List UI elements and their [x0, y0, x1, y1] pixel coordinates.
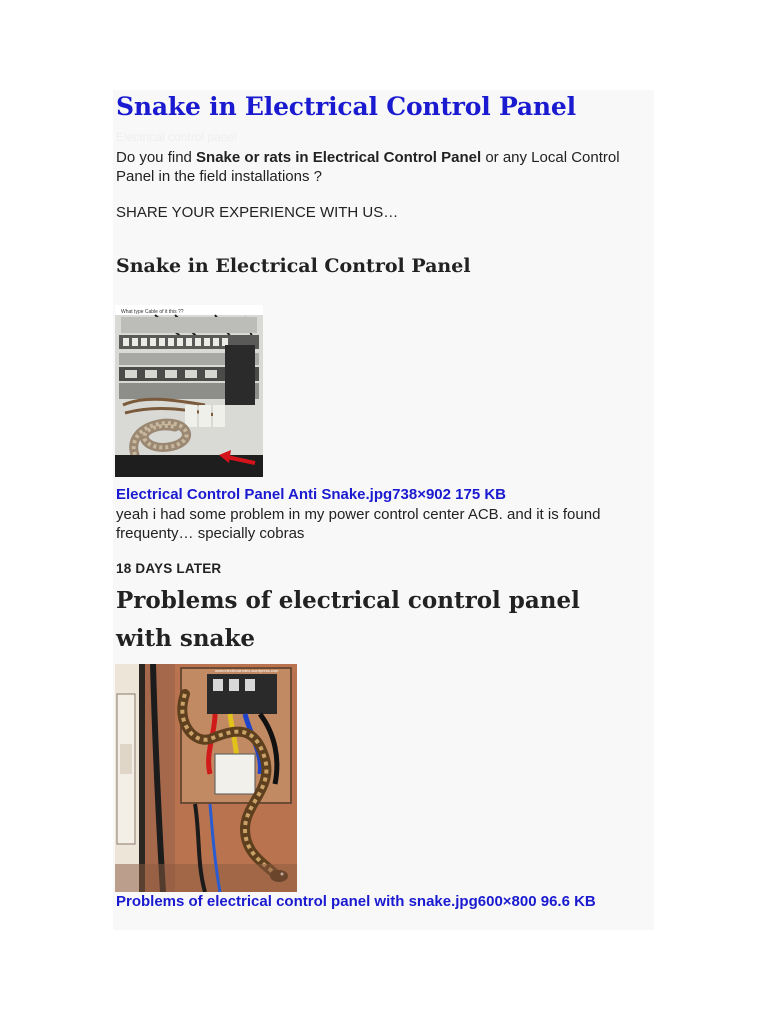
time-gap-label: 18 DAYS LATER	[116, 561, 222, 576]
intro-prefix: Do you find	[116, 149, 197, 166]
image-caption-top: What type Cable of it this ??	[121, 309, 184, 315]
control-panel-photo-1[interactable]	[115, 305, 263, 477]
intro-bold: Snake or rats in Electrical Control Panel	[196, 149, 482, 166]
reply-text: yeah i had some problem in my power control center ACB. and it is found frequenty… specially cobras	[116, 506, 601, 542]
post-card	[113, 90, 654, 930]
section-heading-1: Snake in Electrical Control Panel	[116, 255, 471, 277]
panel-snake-image	[115, 664, 297, 892]
section-heading-2: Problems of electrical control panel with snake	[116, 587, 580, 652]
image2-link[interactable]: Problems of electrical control panel with snake.jpg600×800 96.6 KB	[116, 893, 596, 910]
control-panel-image	[115, 305, 263, 477]
control-panel-photo-2[interactable]	[115, 664, 297, 892]
image-watermark: www.electricalnotes.wordpress.com	[215, 668, 279, 673]
page-subtitle: Electrical control panel	[116, 130, 237, 144]
page-title: Snake in Electrical Control Panel	[116, 92, 576, 121]
intro-paragraph	[116, 148, 636, 186]
intro-suffix: or any Local Control Panel in the field installations ?	[116, 149, 620, 185]
share-text: SHARE YOUR EXPERIENCE WITH US…	[116, 204, 399, 221]
image1-link[interactable]: Electrical Control Panel Anti Snake.jpg738×902 175 KB	[116, 486, 507, 503]
